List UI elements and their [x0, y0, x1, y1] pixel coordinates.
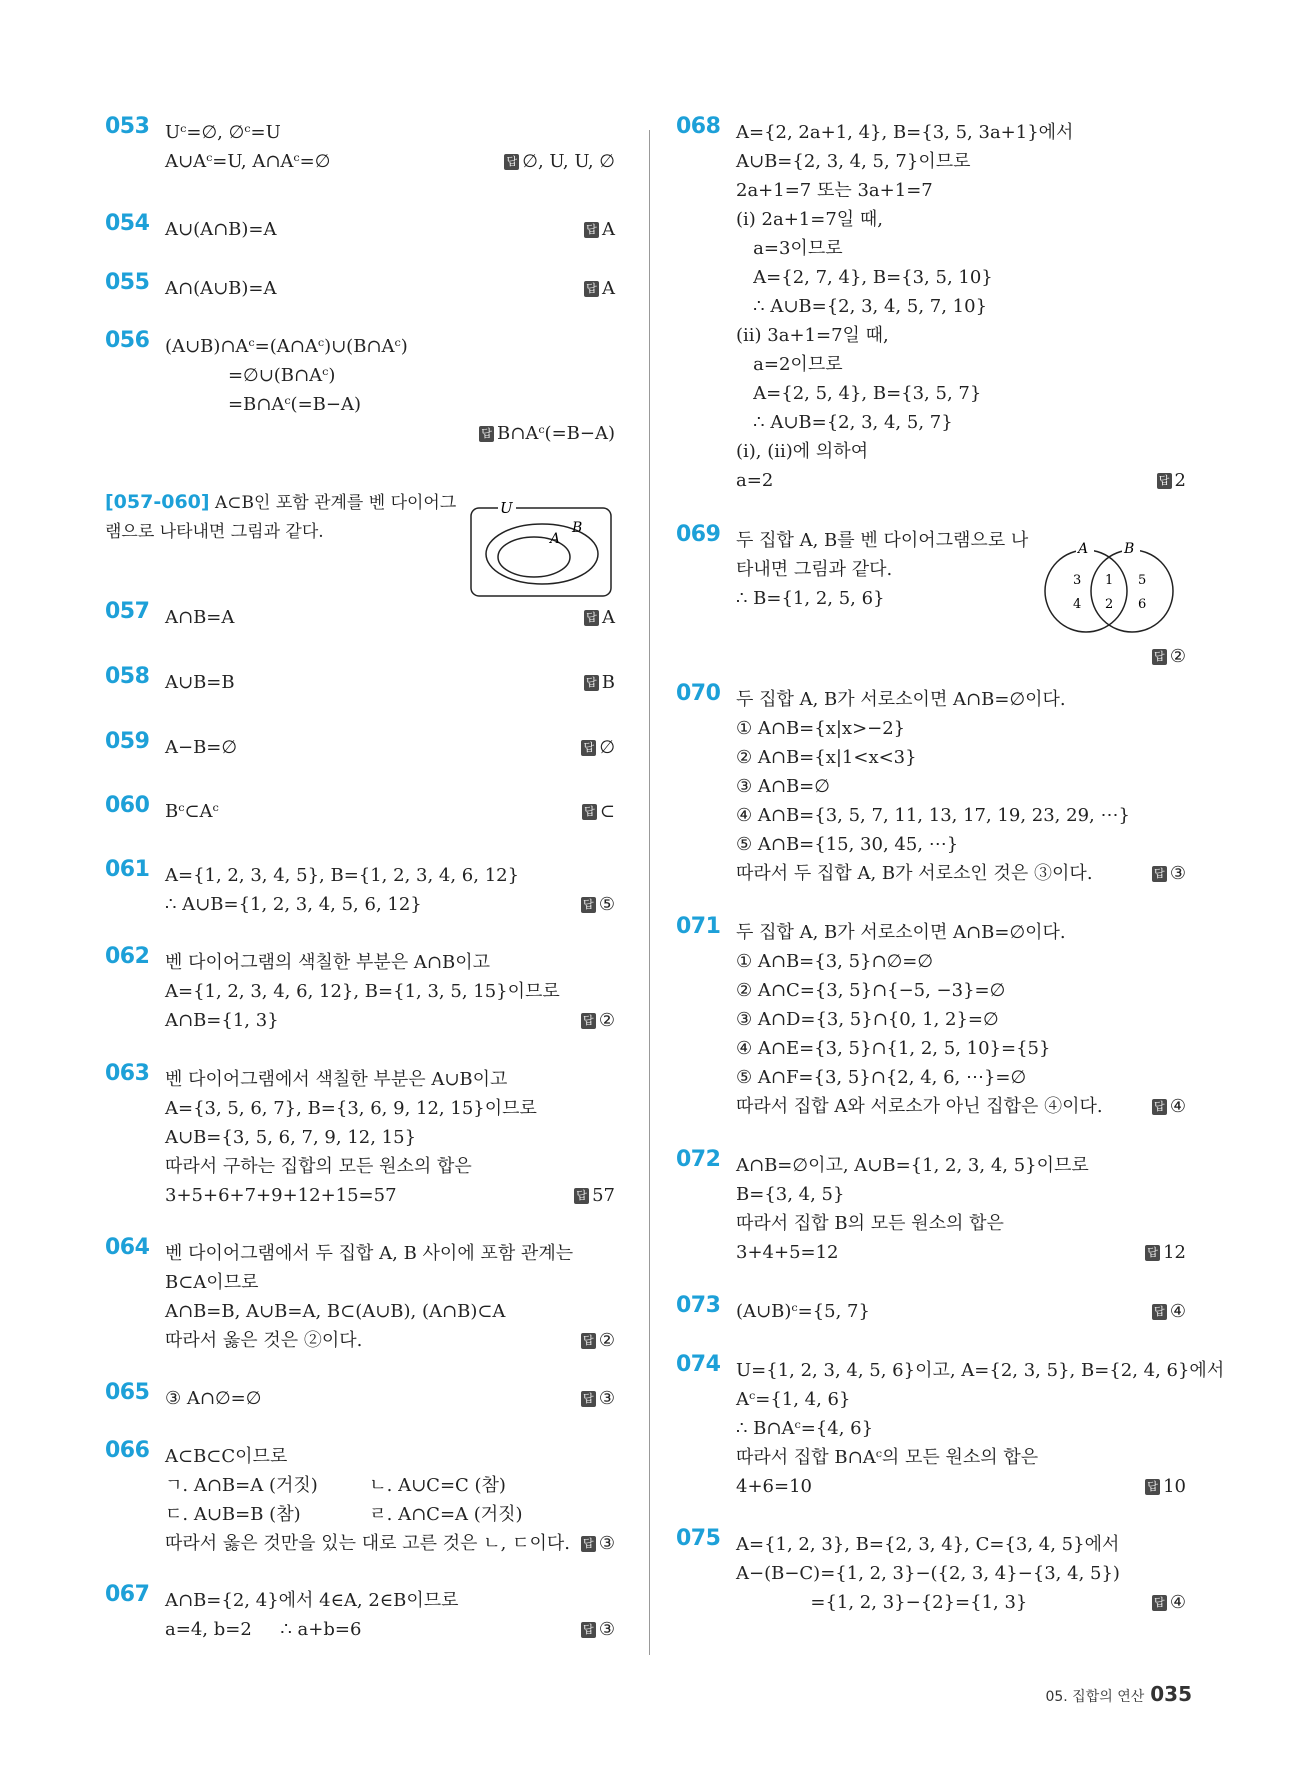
solution-line: A∩B=A	[165, 607, 235, 628]
solution-line: ② A∩B={x|1<x<3}	[736, 747, 917, 768]
solution-line: 4+6=10	[736, 1476, 812, 1497]
problem-number: 054	[105, 211, 150, 236]
solution-line: 두 집합 A, B가 서로소이면 A∩B=∅이다.	[736, 689, 1066, 710]
solution-lines	[736, 918, 1103, 1121]
solution-line: =∅∪(B∩Aᶜ)	[165, 365, 336, 386]
answer-badge: 답 ④	[676, 1588, 1186, 1617]
solution-line: A−B=∅	[165, 737, 238, 758]
solution-line: 따라서 집합 A와 서로소가 아닌 집합은 ④이다.	[736, 1096, 1103, 1117]
solution-line: ③ A∩∅=∅	[165, 1388, 262, 1409]
answer-badge: 답 ∅	[105, 733, 615, 762]
solution-line: (ⅰ) 2a+1=7일 때,	[736, 209, 883, 230]
solution-line: A={2, 7, 4}, B={3, 5, 10}	[736, 267, 993, 288]
group-tag: [057-060]	[105, 491, 210, 513]
solution-line: ② A∩C={3, 5}∩{−5, −3}=∅	[736, 980, 1006, 1001]
solution-line: 따라서 두 집합 A, B가 서로소인 것은 ③이다.	[736, 863, 1093, 884]
problem-number: 070	[676, 681, 721, 706]
answer-badge: 답 12	[676, 1238, 1186, 1267]
solution-line: (A∪B)∩Aᶜ=(A∩Aᶜ)∪(B∩Aᶜ)	[165, 336, 408, 357]
problem-number: 064	[105, 1235, 150, 1260]
solution-line: 따라서 집합 B의 모든 원소의 합은	[736, 1213, 1004, 1234]
solution-line: A∪B=B	[165, 672, 235, 693]
venn-a-label: A	[550, 531, 561, 547]
solution-line: ⑤ A∩B={15, 30, 45, ⋯}	[736, 834, 959, 855]
venn2-value: 4	[1073, 597, 1082, 612]
solution-line: ① A∩B={x|x>−2}	[736, 718, 906, 739]
answer-badge: 답 ③	[105, 1529, 615, 1558]
venn-diagram-ab	[1040, 540, 1190, 635]
answer-badge: 답 ⊂	[105, 797, 615, 826]
solution-line: A∪Aᶜ=U, A∩Aᶜ=∅	[165, 151, 331, 172]
venn-u-label: U	[500, 500, 513, 517]
solution-line: a=4, b=2 ∴ a+b=6	[165, 1619, 362, 1640]
answer-badge: 답 A	[105, 215, 615, 244]
problem-number: 072	[676, 1147, 721, 1172]
chapter-title: 05. 집합의 연산	[1045, 1689, 1145, 1705]
answer-badge: 답 ③	[105, 1615, 615, 1644]
solution-line: (ⅰ), (ⅱ)에 의하여	[736, 441, 869, 462]
venn2-value: 6	[1138, 597, 1147, 612]
problem-number: 057	[105, 599, 150, 624]
solution-line: A={2, 5, 4}, B={3, 5, 7}	[736, 383, 982, 404]
solution-line: 따라서 옳은 것만을 있는 대로 고른 것은 ㄴ, ㄷ이다.	[165, 1533, 570, 1554]
solution-line: A⊂B⊂C이므로	[165, 1446, 288, 1467]
answer-badge: 답 10	[676, 1472, 1186, 1501]
solution-line: 3+5+6+7+9+12+15=57	[165, 1185, 397, 1206]
solution-line: ㄱ. A∩B=A (거짓) ㄴ. A∪C=C (참)	[165, 1475, 506, 1496]
solution-line: 타내면 그림과 같다.	[736, 559, 893, 580]
solution-line: Aᶜ={1, 4, 6}	[736, 1389, 851, 1410]
problem-number: 056	[105, 328, 150, 353]
answer-badge: 답 ③	[105, 1384, 615, 1413]
solution-line: A={1, 2, 3, 4, 6, 12}, B={1, 3, 5, 15}이므로	[165, 981, 560, 1002]
problem-number: 067	[105, 1582, 150, 1607]
solution-line: 두 집합 A, B를 벤 다이어그램으로 나	[736, 530, 1029, 551]
answer-badge: 답 ②	[105, 1326, 615, 1355]
problem-number: 073	[676, 1293, 721, 1318]
venn2-b-label: B	[1124, 541, 1135, 557]
solution-line: (A∪B)ᶜ={5, 7}	[736, 1301, 870, 1322]
venn2-value: 2	[1105, 597, 1114, 612]
solution-line: 따라서 집합 B∩Aᶜ의 모든 원소의 합은	[736, 1447, 1039, 1468]
solution-line: 두 집합 A, B가 서로소이면 A∩B=∅이다.	[736, 922, 1066, 943]
solution-lines	[736, 526, 1028, 613]
problem-number: 062	[105, 944, 150, 969]
solution-line: ∴ B={1, 2, 5, 6}	[736, 588, 885, 609]
solution-line: (ⅱ) 3a+1=7일 때,	[736, 325, 889, 346]
page-footer	[1045, 1682, 1192, 1706]
solution-lines	[736, 685, 1130, 888]
answer-badge: 답 B∩Aᶜ(=B−A)	[105, 419, 615, 448]
solution-line: A∩B=∅이고, A∪B={1, 2, 3, 4, 5}이므로	[736, 1155, 1089, 1176]
solution-line: A∩B={1, 3}	[165, 1010, 279, 1031]
problem-number: 075	[676, 1526, 721, 1551]
solution-line: 2a+1=7 또는 3a+1=7	[736, 180, 933, 201]
solution-line: 벤 다이어그램에서 두 집합 A, B 사이에 포함 관계는	[165, 1243, 574, 1264]
solution-line: B={3, 4, 5}	[736, 1184, 845, 1205]
solution-line: A∩(A∪B)=A	[165, 278, 277, 299]
group-header	[105, 488, 465, 547]
answer-badge: 답 ④	[676, 1092, 1186, 1121]
solution-line: U={1, 2, 3, 4, 5, 6}이고, A={2, 3, 5}, B={2, 4, 6}에서	[736, 1360, 1225, 1381]
problem-number: 068	[676, 114, 721, 139]
venn2-value: 1	[1105, 573, 1114, 588]
answer-badge: 답 A	[105, 274, 615, 303]
solution-line: A={1, 2, 3, 4, 5}, B={1, 2, 3, 4, 6, 12}	[165, 865, 520, 886]
solution-line: ∴ A∪B={2, 3, 4, 5, 7}	[736, 412, 953, 433]
solution-line: A∩B={2, 4}에서 4∈A, 2∈B이므로	[165, 1590, 459, 1611]
solution-line: A={2, 2a+1, 4}, B={3, 5, 3a+1}에서	[736, 122, 1074, 143]
solution-line: A={3, 5, 6, 7}, B={3, 6, 9, 12, 15}이므로	[165, 1098, 537, 1119]
problem-number: 061	[105, 857, 150, 882]
answer-badge: 답 ③	[676, 859, 1186, 888]
solution-line: A∪(A∩B)=A	[165, 219, 277, 240]
solution-line: ={1, 2, 3}−{2}={1, 3}	[736, 1592, 1028, 1613]
solution-line: 벤 다이어그램의 색칠한 부분은 A∩B이고	[165, 952, 491, 973]
problem-number: 055	[105, 270, 150, 295]
solution-line: 벤 다이어그램에서 색칠한 부분은 A∪B이고	[165, 1069, 508, 1090]
solution-line: ④ A∩E={3, 5}∩{1, 2, 5, 10}={5}	[736, 1038, 1051, 1059]
solution-line: ① A∩B={3, 5}∩∅=∅	[736, 951, 934, 972]
answer-badge: 답 A	[105, 603, 615, 632]
problem-number: 059	[105, 729, 150, 754]
solution-lines	[736, 118, 1073, 495]
answer-badge: 답 ②	[676, 642, 1186, 671]
solution-line: Uᶜ=∅, ∅ᶜ=U	[165, 122, 281, 143]
problem-number: 071	[676, 914, 721, 939]
answer-badge: 답 ∅, U, U, ∅	[105, 147, 615, 176]
solution-line: =B∩Aᶜ(=B−A)	[165, 394, 361, 415]
answer-badge: 답 ⑤	[105, 890, 615, 919]
column-divider	[649, 130, 650, 1655]
solution-line: A∪B={2, 3, 4, 5, 7}이므로	[736, 151, 971, 172]
solution-line: 따라서 구하는 집합의 모든 원소의 합은	[165, 1156, 472, 1177]
solution-line: 따라서 옳은 것은 ②이다.	[165, 1330, 363, 1351]
solution-line: ∴ A∪B={2, 3, 4, 5, 7, 10}	[736, 296, 988, 317]
solution-line: ④ A∩B={3, 5, 7, 11, 13, 17, 19, 23, 29, ⋯}	[736, 805, 1130, 826]
venn2-value: 5	[1138, 573, 1147, 588]
problem-number: 074	[676, 1352, 721, 1377]
solution-line: ㄷ. A∪B=B (참) ㄹ. A∩C=A (거짓)	[165, 1504, 523, 1525]
solution-line: ∴ A∪B={1, 2, 3, 4, 5, 6, 12}	[165, 894, 422, 915]
venn2-value: 3	[1073, 573, 1082, 588]
problem-number: 065	[105, 1380, 150, 1405]
solution-line: A−(B−C)={1, 2, 3}−({2, 3, 4}−{3, 4, 5})	[736, 1563, 1120, 1584]
problem-number: 066	[105, 1438, 150, 1463]
solution-line: B⊂A이므로	[165, 1272, 259, 1293]
solution-line: 3+4+5=12	[736, 1242, 839, 1263]
answer-badge: 답 B	[105, 668, 615, 697]
page-number: 035	[1150, 1682, 1192, 1706]
venn2-a-label: A	[1078, 541, 1089, 557]
solution-line: A={1, 2, 3}, B={2, 3, 4}, C={3, 4, 5}에서	[736, 1534, 1120, 1555]
solution-line: ∴ B∩Aᶜ={4, 6}	[736, 1418, 874, 1439]
answer-badge: 답 ④	[676, 1297, 1186, 1326]
solution-line: ③ A∩D={3, 5}∩{0, 1, 2}=∅	[736, 1009, 999, 1030]
answer-badge: 답 57	[105, 1181, 615, 1210]
problem-number: 058	[105, 664, 150, 689]
solution-line: ③ A∩B=∅	[736, 776, 830, 797]
solution-line: a=2이므로	[736, 354, 843, 375]
answer-badge: 답 2	[676, 466, 1186, 495]
group-text: A⊂B인 포함 관계를 벤 다이어그램으로 나타내면 그림과 같다.	[105, 493, 457, 542]
solution-line: a=2	[736, 470, 774, 491]
problem-number: 053	[105, 114, 150, 139]
solution-line: A∩B=B, A∪B=A, B⊂(A∪B), (A∩B)⊂A	[165, 1301, 506, 1322]
solution-line: A∪B={3, 5, 6, 7, 9, 12, 15}	[165, 1127, 417, 1148]
problem-number: 069	[676, 522, 721, 547]
venn-diagram-subset	[470, 500, 615, 600]
solution-line: a=3이므로	[736, 238, 843, 259]
solution-line: ⑤ A∩F={3, 5}∩{2, 4, 6, ⋯}=∅	[736, 1067, 1027, 1088]
solution-line: Bᶜ⊂Aᶜ	[165, 801, 219, 822]
problem-number: 060	[105, 793, 150, 818]
answer-badge: 답 ②	[105, 1006, 615, 1035]
problem-number: 063	[105, 1061, 150, 1086]
venn-b-label: B	[572, 520, 583, 536]
